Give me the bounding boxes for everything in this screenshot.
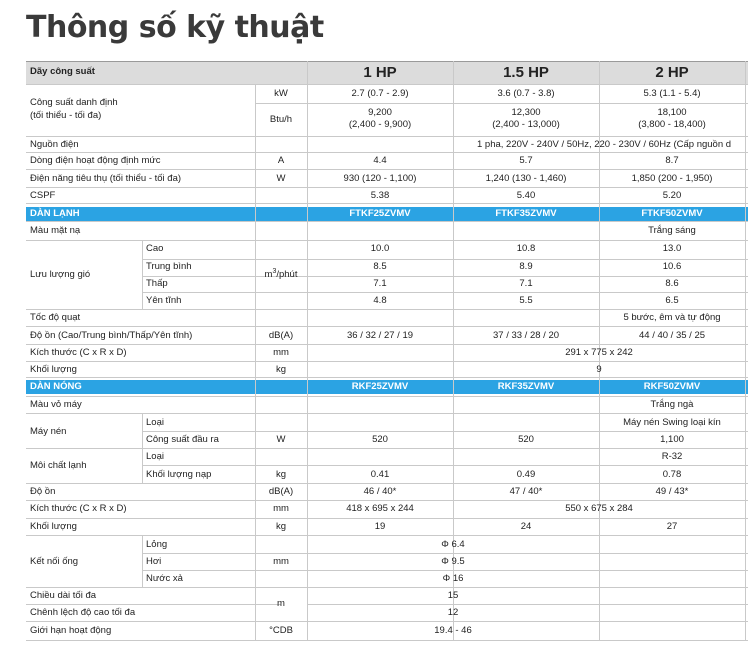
airflow-level-high: Cao [146,243,164,254]
airflow-label: Lưu lượng gió [30,269,91,280]
outdoor-dims-label: Kích thước (C x R x D) [30,503,127,514]
indoor-weight-unit: kg [275,364,287,375]
cspf-3: 5.20 [662,190,682,201]
indoor-dims-value: 291 x 775 x 242 [565,347,633,358]
cspf-label: CSPF [30,190,56,201]
panel-value: Trắng sáng [648,225,696,236]
compressor-output-3: 1,100 [660,434,684,445]
refrigerant-charge-1: 0.41 [370,469,390,480]
piping-unit: mm [273,556,289,567]
outdoor-weight-1: 19 [374,521,386,532]
piping-liquid-value: Φ 6.4 [441,539,465,550]
outdoor-dims-unit: mm [273,503,289,514]
airflow-level-medium: Trung bình [146,261,192,272]
outdoor-dims-2: 550 x 675 x 284 [565,503,633,514]
compressor-type-value: Máy nén Swing loại kín [623,417,721,428]
cspf-1: 5.38 [370,190,390,201]
indoor-dims-unit: mm [273,347,289,358]
consumption-label: Điện năng tiêu thụ (tối thiểu - tối đa) [30,173,182,184]
refrigerant-charge-3: 0.78 [662,469,682,480]
indoor-dims-label: Kích thước (C x R x D) [30,347,127,358]
airflow-high-3: 13.0 [662,243,682,254]
casing-value: Trắng ngà [650,399,694,410]
current-1: 4.4 [373,155,387,166]
rated-btu-1: 9,200 [368,107,392,118]
consumption-unit: W [276,173,286,184]
outdoor-weight-unit: kg [275,521,287,532]
refrigerant-type-value: R-32 [661,451,683,462]
compressor-label: Máy nén [30,426,67,437]
page-title: Thông số kỹ thuật [26,10,324,45]
outdoor-model-3: RKF50ZVMV [643,381,701,392]
airflow-high-1: 10.0 [370,243,390,254]
airflow-low-1: 7.1 [373,278,387,289]
current-3: 8.7 [665,155,679,166]
airflow-quiet-3: 6.5 [665,295,679,306]
refrigerant-charge-2: 0.49 [516,469,536,480]
fan-speed-label: Tốc độ quạt [30,312,81,323]
indoor-weight-label: Khối lượng [30,364,77,375]
hp-column-1: 1 HP [363,64,397,81]
op-range-value: 19.4 - 46 [434,625,472,636]
compressor-output-1: 520 [372,434,388,445]
indoor-model-1: FTKF25ZVMV [349,208,411,219]
current-label: Dòng điện hoạt động định mức [30,155,161,166]
power-label: Nguồn điện [30,139,79,150]
compressor-type-label: Loại [146,417,164,428]
indoor-noise-label: Độ ồn (Cao/Trung bình/Thấp/Yên tĩnh) [30,330,193,341]
compressor-output-unit: W [276,434,286,445]
fan-speed-value: 5 bước, êm và tự động [623,312,721,323]
outdoor-noise-1: 46 / 40* [363,486,397,497]
compressor-output-label: Công suất đầu ra [146,434,219,445]
indoor-model-2: FTKF35ZVMV [495,208,557,219]
airflow-level-low: Thấp [146,278,168,289]
cspf-2: 5.40 [516,190,536,201]
refrigerant-charge-unit: kg [275,469,287,480]
unit-btu: Btu/h [269,114,293,125]
refrigerant-label: Môi chất lạnh [30,460,87,471]
airflow-quiet-2: 5.5 [519,295,533,306]
airflow-level-quiet: Yên tĩnh [146,295,182,306]
airflow-quiet-1: 4.8 [373,295,387,306]
op-range-label: Giới hạn hoạt động [30,625,112,636]
compressor-output-2: 520 [518,434,534,445]
rated-btu-3: 18,100 [657,107,687,118]
rated-capacity-sub: (tối thiểu - tối đa) [30,110,102,121]
max-height-label: Chênh lệch độ cao tối đa [30,607,136,618]
rated-btu-range-2: (2,400 - 13,000) [492,119,560,130]
header-label: Dãy công suất [30,66,95,77]
max-length-label: Chiều dài tối đa [30,590,97,601]
rated-kw-2: 3.6 (0.7 - 3.8) [497,88,555,99]
outdoor-noise-unit: dB(A) [268,486,294,497]
rated-kw-1: 2.7 (0.7 - 2.9) [351,88,409,99]
indoor-band-label: DÀN LẠNH [30,208,80,219]
airflow-high-2: 10.8 [516,243,536,254]
airflow-low-3: 8.6 [665,278,679,289]
consumption-3: 1,850 (200 - 1,950) [631,173,713,184]
piping-gas-label: Hơi [146,556,162,567]
indoor-noise-3: 44 / 40 / 35 / 25 [638,330,706,341]
piping-label: Kết nối ống [30,556,79,567]
current-2: 5.7 [519,155,533,166]
airflow-medium-2: 8.9 [519,261,533,272]
rated-capacity-label: Công suất danh định [30,97,118,108]
unit-kw: kW [274,88,288,99]
casing-label: Màu vỏ máy [30,399,82,410]
rated-btu-range-3: (3,800 - 18,400) [638,119,706,130]
panel-label: Màu mặt nạ [30,225,81,236]
outdoor-noise-2: 47 / 40* [509,486,543,497]
airflow-low-2: 7.1 [519,278,533,289]
outdoor-noise-3: 49 / 43* [655,486,689,497]
consumption-1: 930 (120 - 1,100) [343,173,417,184]
consumption-2: 1,240 (130 - 1,460) [485,173,567,184]
rated-kw-3: 5.3 (1.1 - 5.4) [643,88,701,99]
hp-column-3: 2 HP [655,64,689,81]
max-height-value: 12 [447,607,459,618]
piping-liquid-label: Lỏng [146,539,168,550]
refrigerant-type-label: Loại [146,451,164,462]
hp-column-2: 1.5 HP [503,64,549,81]
outdoor-model-2: RKF35ZVMV [497,381,555,392]
outdoor-band-label: DÀN NÓNG [30,381,82,392]
indoor-model-3: FTKF50ZVMV [641,208,703,219]
indoor-noise-unit: dB(A) [268,330,294,341]
indoor-noise-2: 37 / 33 / 28 / 20 [492,330,560,341]
airflow-unit: $m^3$/phút [264,268,298,281]
piping-gas-value: Φ 9.5 [441,556,465,567]
outdoor-weight-3: 27 [666,521,678,532]
rated-btu-2: 12,300 [511,107,541,118]
outdoor-noise-label: Độ ồn [30,486,56,497]
rated-btu-range-1: (2,400 - 9,900) [348,119,412,130]
piping-drain-label: Nước xả [146,573,183,584]
current-unit: A [277,155,285,166]
power-value: 1 pha, 220V - 240V / 50Hz, 220 - 230V / 60Hz (Cấp nguồn d [477,139,732,150]
outdoor-dims-1: 418 x 695 x 244 [346,503,414,514]
indoor-weight-value: 9 [596,364,602,375]
outdoor-weight-2: 24 [520,521,532,532]
max-length-value: 15 [447,590,459,601]
refrigerant-charge-label: Khối lượng nạp [146,469,212,480]
indoor-noise-1: 36 / 32 / 27 / 19 [346,330,414,341]
op-range-unit: °CDB [269,625,293,636]
length-unit: m [277,598,285,609]
outdoor-weight-label: Khối lượng [30,521,77,532]
airflow-medium-1: 8.5 [373,261,387,272]
outdoor-model-1: RKF25ZVMV [351,381,409,392]
airflow-medium-3: 10.6 [662,261,682,272]
piping-drain-value: Φ 16 [442,573,464,584]
